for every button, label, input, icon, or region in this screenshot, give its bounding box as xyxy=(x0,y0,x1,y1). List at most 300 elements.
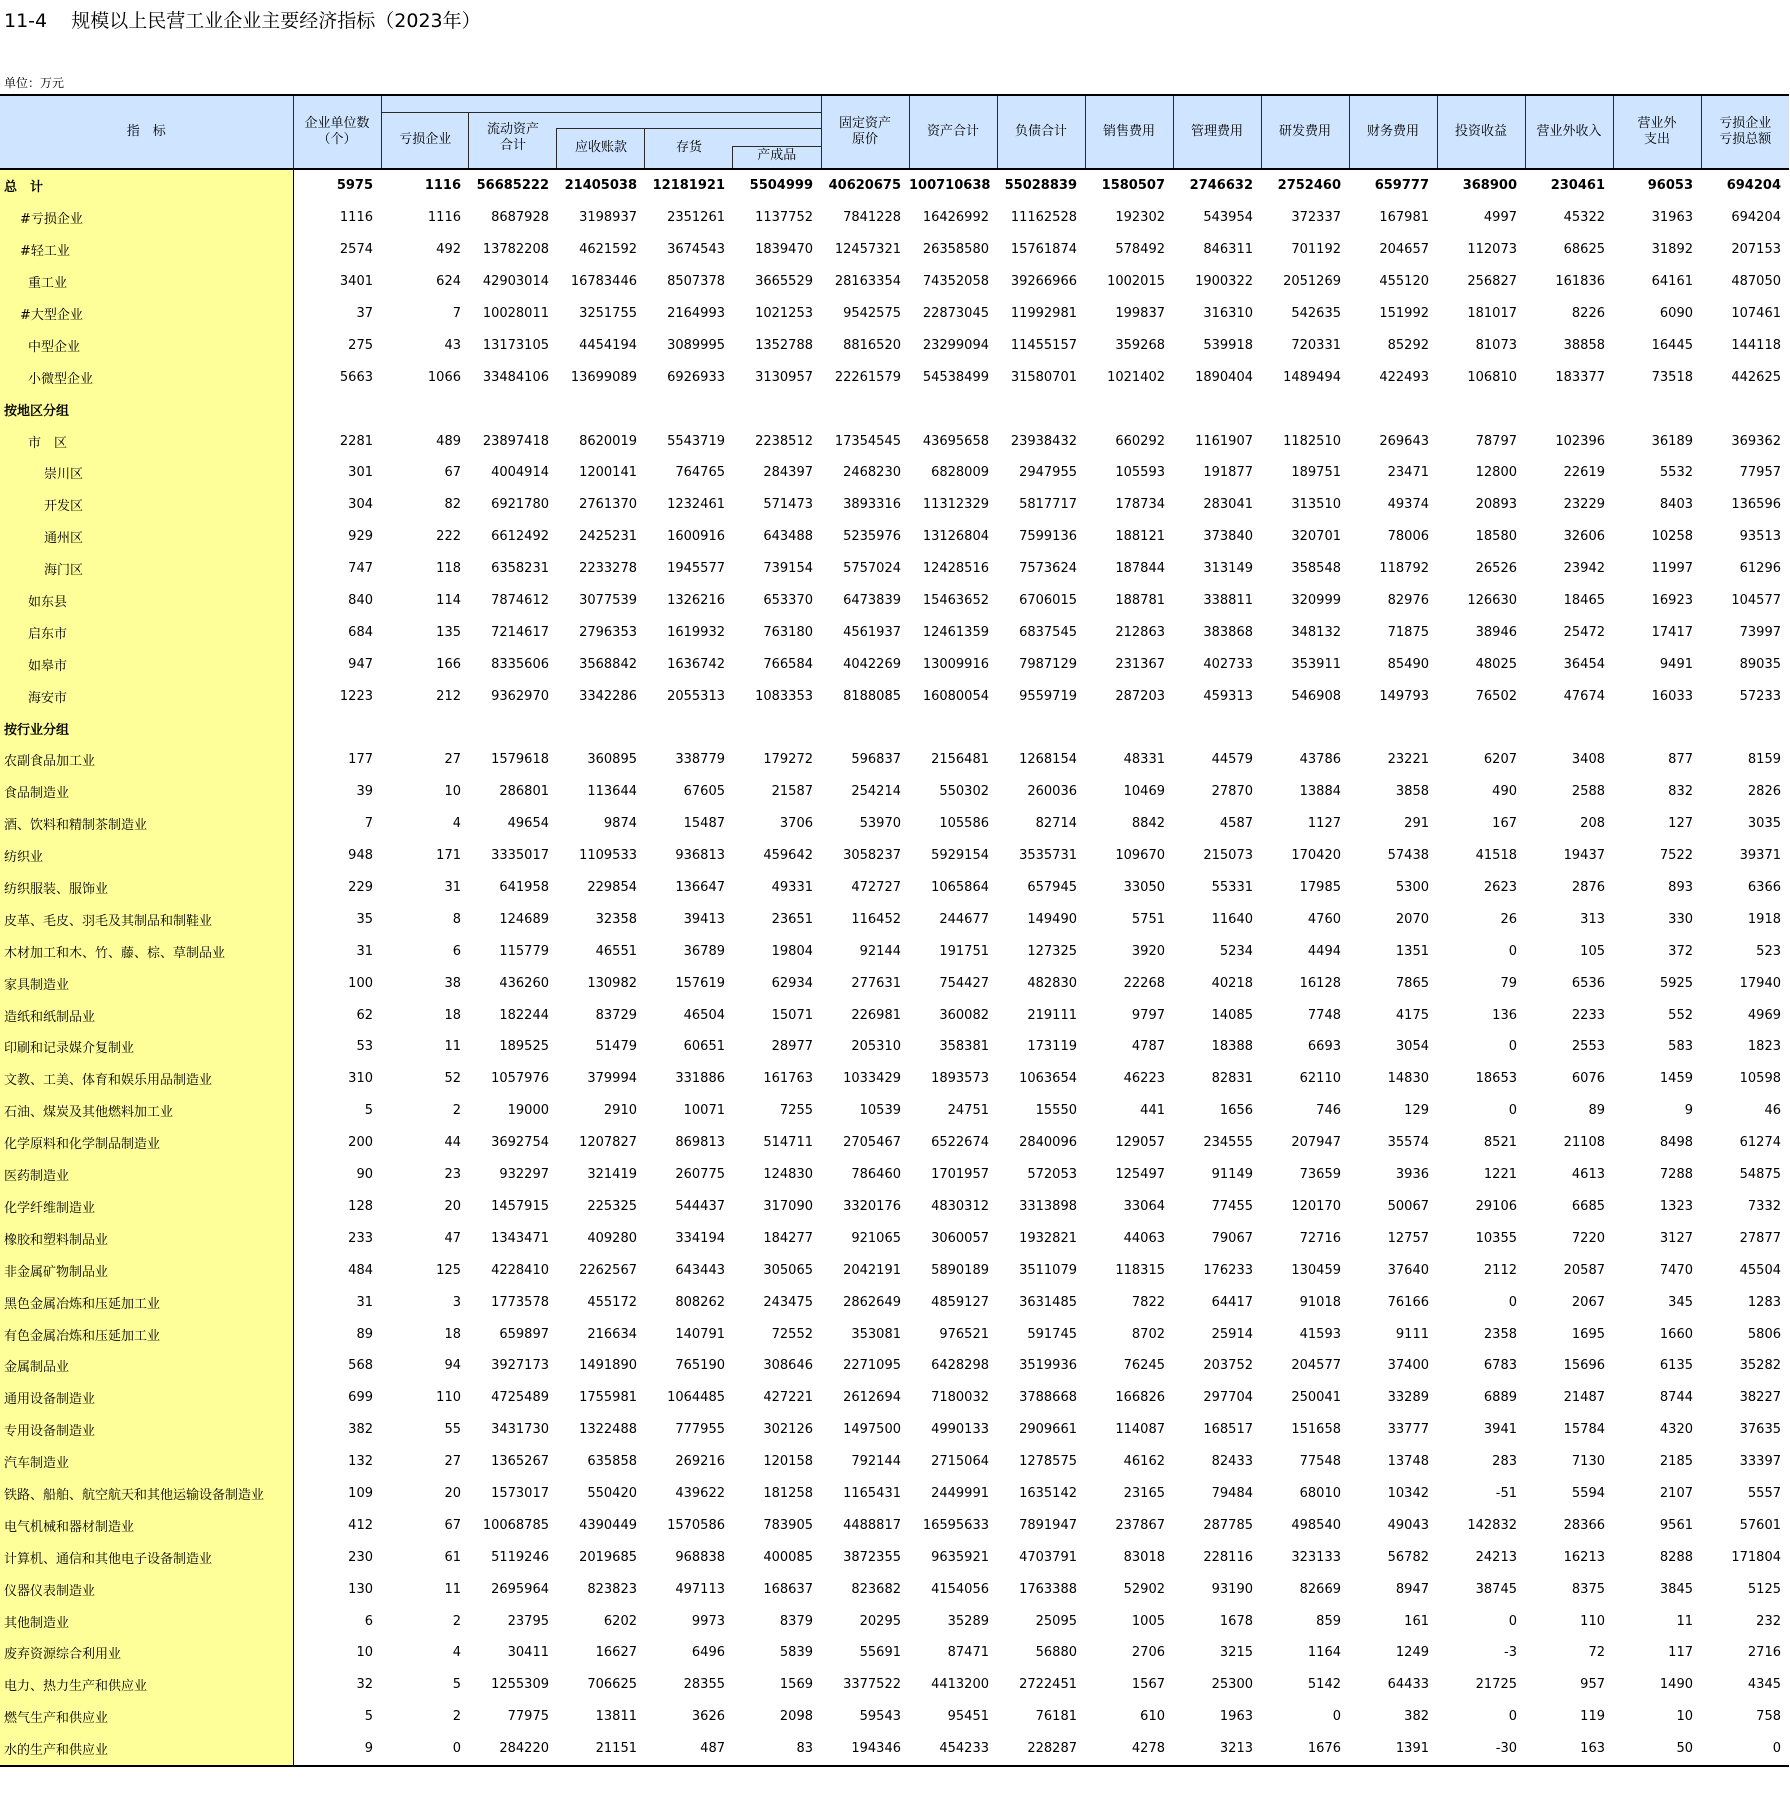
cell-value: 89 xyxy=(356,1326,373,1342)
cell-value: 7865 xyxy=(1395,975,1429,991)
cell-value: 16213 xyxy=(1563,1549,1605,1565)
cell-value: 94 xyxy=(444,1358,461,1374)
cell-value: 2826 xyxy=(1747,784,1781,800)
cell-value: 383868 xyxy=(1203,624,1253,640)
cell-value: 484 xyxy=(348,1262,373,1278)
cell-value: 7214617 xyxy=(491,624,549,640)
cell-value xyxy=(381,712,469,744)
cell-value: 3213 xyxy=(1173,1733,1261,1766)
cell-value: 4561937 xyxy=(843,624,901,640)
cell-value: 33289 xyxy=(1387,1390,1429,1406)
row-label: #大型企业 xyxy=(0,298,293,330)
cell-value: 35282 xyxy=(1739,1358,1781,1374)
cell-value: 225325 xyxy=(587,1198,637,1214)
cell-value: 230 xyxy=(348,1549,373,1565)
cell-value: 114087 xyxy=(1115,1422,1165,1438)
cell-value: 4703791 xyxy=(1019,1549,1077,1565)
cell-value: 216634 xyxy=(587,1326,637,1342)
cell-value: 957 xyxy=(1580,1677,1605,1693)
cell-value: 38946 xyxy=(1475,624,1517,640)
cell-value: 9561 xyxy=(1659,1517,1693,1533)
table-row xyxy=(0,935,1789,967)
cell-value: 4787 xyxy=(1131,1039,1165,1055)
cell-value: 305065 xyxy=(763,1262,813,1278)
cell-value: 167981 xyxy=(1379,210,1429,226)
cell-value: 1459 xyxy=(1659,1071,1693,1087)
cell-value: 4859127 xyxy=(931,1294,989,1310)
cell-value: 135 xyxy=(436,624,461,640)
cell-value: 136 xyxy=(1492,1007,1517,1023)
cell-value: 8288 xyxy=(1659,1549,1693,1565)
cell-value: 6926933 xyxy=(667,369,725,385)
cell-value: 1063654 xyxy=(1019,1071,1077,1087)
cell-value: 53 xyxy=(356,1039,373,1055)
cell-value: 3706 xyxy=(779,816,813,832)
header-admin-expense: 管理费用 xyxy=(1173,95,1261,169)
cell-value: 105586 xyxy=(939,816,989,832)
cell-value: 8159 xyxy=(1747,752,1781,768)
cell-value: 5925 xyxy=(1659,975,1693,991)
table-row xyxy=(0,616,1789,648)
cell-value: 60651 xyxy=(683,1039,725,1055)
cell-value: 1918 xyxy=(1747,911,1781,927)
header-total-liabilities: 负债合计 xyxy=(997,95,1085,169)
cell-value: 4175 xyxy=(1395,1007,1429,1023)
cell-value: 72716 xyxy=(1299,1230,1341,1246)
cell-value: 1660 xyxy=(1659,1326,1693,1342)
cell-value: 308646 xyxy=(763,1358,813,1374)
cell-value: 0 xyxy=(381,1733,469,1766)
cell-value: 1701957 xyxy=(931,1167,989,1183)
cell-value: 7841228 xyxy=(843,210,901,226)
cell-value: 1137752 xyxy=(755,210,813,226)
cell-value: 4725489 xyxy=(491,1390,549,1406)
cell-value: 140791 xyxy=(675,1326,725,1342)
cell-value: 25095 xyxy=(1035,1613,1077,1629)
cell-value: 232 xyxy=(1756,1613,1781,1629)
cell-value: 124830 xyxy=(763,1167,813,1183)
cell-value: 40620675 xyxy=(828,178,901,194)
cell-value: 6612492 xyxy=(491,529,549,545)
header-receivables: 应收账款 xyxy=(557,95,645,169)
cell-value: 763180 xyxy=(763,624,813,640)
cell-value: 313 xyxy=(1580,911,1605,927)
cell-value: 1457915 xyxy=(491,1198,549,1214)
header-current-assets: 流动资产 合计 xyxy=(469,95,557,169)
cell-value: 334194 xyxy=(675,1230,725,1246)
cell-value: 41518 xyxy=(1475,848,1517,864)
cell-value: 56782 xyxy=(1387,1549,1429,1565)
cell-value: 37635 xyxy=(1739,1422,1781,1438)
cell-value: 54538499 xyxy=(922,369,989,385)
cell-value: 149490 xyxy=(1027,911,1077,927)
cell-value: 112073 xyxy=(1467,242,1517,258)
table-row xyxy=(0,585,1789,617)
cell-value: 3920 xyxy=(1131,943,1165,959)
table-row xyxy=(0,425,1789,457)
cell-value: 125 xyxy=(436,1262,461,1278)
cell-value: 82976 xyxy=(1387,593,1429,609)
cell-value: 2019685 xyxy=(579,1549,637,1565)
cell-value: 21487 xyxy=(1563,1390,1605,1406)
table-row xyxy=(0,266,1789,298)
cell-value: 6783 xyxy=(1483,1358,1517,1374)
row-label: 非金属矿物制品业 xyxy=(0,1254,293,1286)
cell-value: 5557 xyxy=(1747,1485,1781,1501)
cell-value: 5235976 xyxy=(843,529,901,545)
cell-value: 129 xyxy=(1404,1103,1429,1119)
cell-value: 229854 xyxy=(587,880,637,896)
cell-value: 277631 xyxy=(851,975,901,991)
cell-value: -3 xyxy=(1504,1645,1517,1661)
cell-value: 754427 xyxy=(939,975,989,991)
cell-value: 8188085 xyxy=(843,688,901,704)
row-label: 仪器仪表制造业 xyxy=(0,1573,293,1605)
cell-value: 191877 xyxy=(1203,465,1253,481)
cell-value: 2722451 xyxy=(1019,1677,1077,1693)
cell-value: 4454194 xyxy=(579,337,637,353)
cell-value: 369362 xyxy=(1731,433,1781,449)
cell-value: 76245 xyxy=(1123,1358,1165,1374)
cell-value: 6496 xyxy=(691,1645,725,1661)
row-label: 燃气生产和供应业 xyxy=(0,1701,293,1733)
cell-value: 38227 xyxy=(1739,1390,1781,1406)
cell-value: 7332 xyxy=(1747,1198,1781,1214)
row-label: #亏损企业 xyxy=(0,202,293,234)
cell-value: 73518 xyxy=(1651,369,1693,385)
table-row xyxy=(0,298,1789,330)
cell-value xyxy=(733,712,821,744)
cell-value: 823682 xyxy=(851,1581,901,1597)
cell-value: 109 xyxy=(348,1485,373,1501)
cell-value: 13782208 xyxy=(482,242,549,258)
cell-value: 23942 xyxy=(1563,561,1605,577)
cell-value: 43 xyxy=(444,337,461,353)
cell-value: 968838 xyxy=(675,1549,725,1565)
cell-value: 118315 xyxy=(1115,1262,1165,1278)
cell-value: 18 xyxy=(444,1326,461,1342)
cell-value: 16595633 xyxy=(922,1517,989,1533)
cell-value: 107461 xyxy=(1731,306,1781,321)
cell-value: 76181 xyxy=(1035,1709,1077,1725)
cell-value: 2840096 xyxy=(1019,1135,1077,1151)
cell-value: 550302 xyxy=(939,784,989,800)
cell-value: 42903014 xyxy=(482,274,549,290)
cell-value: 200 xyxy=(348,1135,373,1151)
cell-value: 237867 xyxy=(1115,1517,1165,1533)
row-label: 医药制造业 xyxy=(0,1159,293,1191)
cell-value: 5594 xyxy=(1571,1485,1605,1501)
cell-value: 1161907 xyxy=(1195,433,1253,449)
cell-value: 77975 xyxy=(507,1709,549,1725)
cell-value: 100 xyxy=(348,975,373,991)
cell-value: 6522674 xyxy=(931,1135,989,1151)
cell-value: 21108 xyxy=(1563,1135,1605,1151)
section-row xyxy=(0,393,1789,425)
cell-value: 28355 xyxy=(683,1677,725,1693)
cell-value: 1600916 xyxy=(667,529,725,545)
cell-value: 33064 xyxy=(1123,1198,1165,1214)
cell-value: 2098 xyxy=(779,1709,813,1725)
page-title: 11-4 规模以上民营工业企业主要经济指标（2023年） xyxy=(4,10,481,32)
cell-value: 2262567 xyxy=(579,1262,637,1278)
cell-value: 936813 xyxy=(675,848,725,864)
cell-value: 24751 xyxy=(947,1103,989,1119)
table-row xyxy=(0,1733,1789,1766)
cell-value: 2909661 xyxy=(1019,1422,1077,1438)
cell-value: 323133 xyxy=(1291,1549,1341,1565)
cell-value xyxy=(381,393,469,425)
cell-value: 31892 xyxy=(1651,242,1693,258)
cell-value: 360895 xyxy=(587,752,637,768)
cell-value: 6837545 xyxy=(1019,624,1077,640)
cell-value: 31963 xyxy=(1651,210,1693,226)
cell-value: 33050 xyxy=(1123,880,1165,896)
cell-value: 3127 xyxy=(1659,1230,1693,1246)
table-row xyxy=(0,744,1789,776)
table-row xyxy=(0,872,1789,904)
cell-value: 1116 xyxy=(424,178,461,194)
cell-value: 22268 xyxy=(1123,975,1165,991)
cell-value: 48331 xyxy=(1123,752,1165,768)
cell-value: 777955 xyxy=(675,1422,725,1438)
cell-value: 6685 xyxy=(1571,1198,1605,1214)
cell-value: 8702 xyxy=(1131,1326,1165,1342)
cell-value: 67605 xyxy=(683,784,725,800)
cell-value: 4997 xyxy=(1483,210,1517,226)
cell-value: 412 xyxy=(348,1517,373,1533)
cell-value: 6428298 xyxy=(931,1358,989,1374)
cell-value xyxy=(1525,393,1613,425)
cell-value: 2752460 xyxy=(1277,178,1341,194)
cell-value: 61 xyxy=(444,1549,461,1565)
cell-value: 482830 xyxy=(1027,975,1077,991)
cell-value: 46223 xyxy=(1123,1071,1165,1087)
cell-value: 766584 xyxy=(763,656,813,672)
cell-value: 5234 xyxy=(1219,943,1253,959)
cell-value: 596837 xyxy=(851,752,901,768)
cell-value: 8498 xyxy=(1659,1135,1693,1151)
cell-value: 49654 xyxy=(507,816,549,832)
cell-value: 15761874 xyxy=(1010,242,1077,258)
cell-value: 130459 xyxy=(1291,1262,1341,1278)
cell-value: 8744 xyxy=(1659,1390,1693,1406)
cell-value: 2761370 xyxy=(579,497,637,513)
row-label: 中型企业 xyxy=(0,329,293,361)
cell-value: 104577 xyxy=(1731,593,1781,609)
cell-value: 694204 xyxy=(1726,178,1781,194)
cell-value: 490 xyxy=(1492,784,1517,800)
cell-value: 16128 xyxy=(1299,975,1341,991)
cell-value: 57601 xyxy=(1739,1517,1781,1533)
cell-value: 635858 xyxy=(587,1454,637,1470)
cell-value: 82 xyxy=(444,497,461,513)
cell-value: 6366 xyxy=(1747,880,1781,896)
cell-value: 3665529 xyxy=(755,274,813,290)
cell-value: 6706015 xyxy=(1019,593,1077,609)
cell-value: 45322 xyxy=(1563,210,1605,226)
table-container xyxy=(0,94,1787,1767)
cell-value: 22261579 xyxy=(834,369,901,385)
cell-value: 3058237 xyxy=(843,848,901,864)
cell-value: 287785 xyxy=(1203,1517,1253,1533)
cell-value: 207947 xyxy=(1291,1135,1341,1151)
table-row xyxy=(0,1127,1789,1159)
cell-value: 20295 xyxy=(859,1613,901,1629)
cell-value: 130 xyxy=(348,1581,373,1597)
cell-value: 33397 xyxy=(1739,1454,1781,1470)
cell-value: 1116 xyxy=(339,210,373,226)
cell-value: 472727 xyxy=(851,880,901,896)
cell-value: 18 xyxy=(444,1007,461,1023)
cell-value: 21151 xyxy=(557,1733,645,1766)
table-row xyxy=(0,1701,1789,1733)
row-label: 水的生产和供应业 xyxy=(0,1733,293,1766)
cell-value: 3927173 xyxy=(491,1358,549,1374)
cell-value: 3251755 xyxy=(579,306,637,321)
cell-value: 20587 xyxy=(1563,1262,1605,1278)
cell-value: 166 xyxy=(436,656,461,672)
cell-value: 657945 xyxy=(1027,880,1077,896)
cell-value: 1268154 xyxy=(1019,752,1077,768)
row-label: 化学纤维制造业 xyxy=(0,1191,293,1223)
cell-value: 1636742 xyxy=(667,656,725,672)
cell-value: 54875 xyxy=(1739,1167,1781,1183)
cell-value: 1165431 xyxy=(843,1485,901,1501)
cell-value: 226981 xyxy=(851,1007,901,1023)
cell-value: 2164993 xyxy=(667,306,725,321)
cell-value: 19000 xyxy=(507,1103,549,1119)
cell-value: 18580 xyxy=(1475,529,1517,545)
cell-value: 23221 xyxy=(1387,752,1429,768)
cell-value: 37 xyxy=(356,306,373,321)
cell-value: 3054 xyxy=(1395,1039,1429,1055)
cell-value: 161 xyxy=(1404,1613,1429,1629)
cell-value: 44579 xyxy=(1211,752,1253,768)
cell-value: 3198937 xyxy=(579,210,637,226)
cell-value: 96053 xyxy=(1647,178,1693,194)
cell-value: 77957 xyxy=(1739,465,1781,481)
row-label: 橡胶和塑料制品业 xyxy=(0,1222,293,1254)
cell-value: 31580701 xyxy=(1010,369,1077,385)
cell-value: 9491 xyxy=(1659,656,1693,672)
cell-value: 40218 xyxy=(1211,975,1253,991)
cell-value: 12457321 xyxy=(834,242,901,258)
table-row xyxy=(0,1350,1789,1382)
cell-value: 10028011 xyxy=(482,306,549,321)
cell-value: 171804 xyxy=(1731,1549,1781,1565)
cell-value: 402733 xyxy=(1203,656,1253,672)
cell-value: 21405038 xyxy=(564,178,637,194)
table-row xyxy=(0,521,1789,553)
cell-value: 7891947 xyxy=(1019,1517,1077,1533)
cell-value: 304 xyxy=(348,497,373,513)
cell-value: 5751 xyxy=(1131,911,1165,927)
cell-value: 6473839 xyxy=(843,593,901,609)
row-label: 有色金属冶炼和压延加工业 xyxy=(0,1318,293,1350)
cell-value: 20 xyxy=(444,1485,461,1501)
cell-value: 35289 xyxy=(947,1613,989,1629)
cell-value: 1322488 xyxy=(579,1422,637,1438)
cell-value: 33484106 xyxy=(482,369,549,385)
row-label: 家具制造业 xyxy=(0,967,293,999)
cell-value: 102396 xyxy=(1555,433,1605,449)
cell-value: 3401 xyxy=(339,274,373,290)
cell-value: 120158 xyxy=(763,1454,813,1470)
cell-value: 1900322 xyxy=(1195,274,1253,290)
cell-value: 105593 xyxy=(1115,465,1165,481)
cell-value: 90 xyxy=(356,1167,373,1183)
cell-value: 832 xyxy=(1668,784,1693,800)
cell-value: 2185 xyxy=(1659,1454,1693,1470)
cell-value: 571473 xyxy=(763,497,813,513)
cell-value: 5817717 xyxy=(1019,497,1077,513)
cell-value: 400085 xyxy=(763,1549,813,1565)
cell-value: 8379 xyxy=(779,1613,813,1629)
cell-value: 659777 xyxy=(1374,178,1429,194)
cell-value: 6076 xyxy=(1571,1071,1605,1087)
cell-value: 85490 xyxy=(1387,656,1429,672)
row-label: 酒、饮料和精制茶制造业 xyxy=(0,808,293,840)
cell-value: 229 xyxy=(348,880,373,896)
cell-value xyxy=(1085,712,1173,744)
table-row xyxy=(0,1159,1789,1191)
cell-value: 168637 xyxy=(763,1581,813,1597)
cell-value: 1932821 xyxy=(1019,1230,1077,1246)
cell-value: 7255 xyxy=(779,1103,813,1119)
cell-value: 5300 xyxy=(1395,880,1429,896)
table-row xyxy=(0,808,1789,840)
cell-value: 3511079 xyxy=(1019,1262,1077,1278)
cell-value: 23897418 xyxy=(482,433,549,449)
cell-value: 7288 xyxy=(1659,1167,1693,1183)
cell-value: 379994 xyxy=(587,1071,637,1087)
cell-value: 10258 xyxy=(1651,529,1693,545)
row-label: 海安市 xyxy=(0,680,293,712)
cell-value: 3313898 xyxy=(1019,1198,1077,1214)
cell-value: 62110 xyxy=(1299,1071,1341,1087)
cell-value: 21587 xyxy=(771,784,813,800)
cell-value: 89 xyxy=(1588,1103,1605,1119)
cell-value: 77455 xyxy=(1211,1198,1253,1214)
cell-value: 1569 xyxy=(779,1677,813,1693)
cell-value: 4 xyxy=(452,1645,461,1661)
cell-value: 7573624 xyxy=(1019,561,1077,577)
cell-value: 8816520 xyxy=(843,337,901,353)
row-label: 黑色金属冶炼和压延加工业 xyxy=(0,1286,293,1318)
cell-value: 301 xyxy=(348,465,373,481)
cell-value: 1021402 xyxy=(1107,369,1165,385)
cell-value: 120170 xyxy=(1291,1198,1341,1214)
cell-value: 37400 xyxy=(1387,1358,1429,1374)
cell-value: 1002015 xyxy=(1107,274,1165,290)
cell-value: 454233 xyxy=(909,1733,997,1766)
cell-value: 21725 xyxy=(1475,1677,1517,1693)
cell-value: 368900 xyxy=(1462,178,1517,194)
cell-value: 8842 xyxy=(1131,816,1165,832)
cell-value: 199837 xyxy=(1115,306,1165,321)
cell-value: 746 xyxy=(1316,1103,1341,1119)
cell-value: 250041 xyxy=(1291,1390,1341,1406)
cell-value: 15784 xyxy=(1563,1422,1605,1438)
cell-value: 3941 xyxy=(1483,1422,1517,1438)
cell-value: 348132 xyxy=(1291,624,1341,640)
cell-value: 5929154 xyxy=(931,848,989,864)
cell-value: 191751 xyxy=(939,943,989,959)
table-row xyxy=(0,1605,1789,1637)
cell-value: 9973 xyxy=(691,1613,725,1629)
table-row xyxy=(0,1286,1789,1318)
